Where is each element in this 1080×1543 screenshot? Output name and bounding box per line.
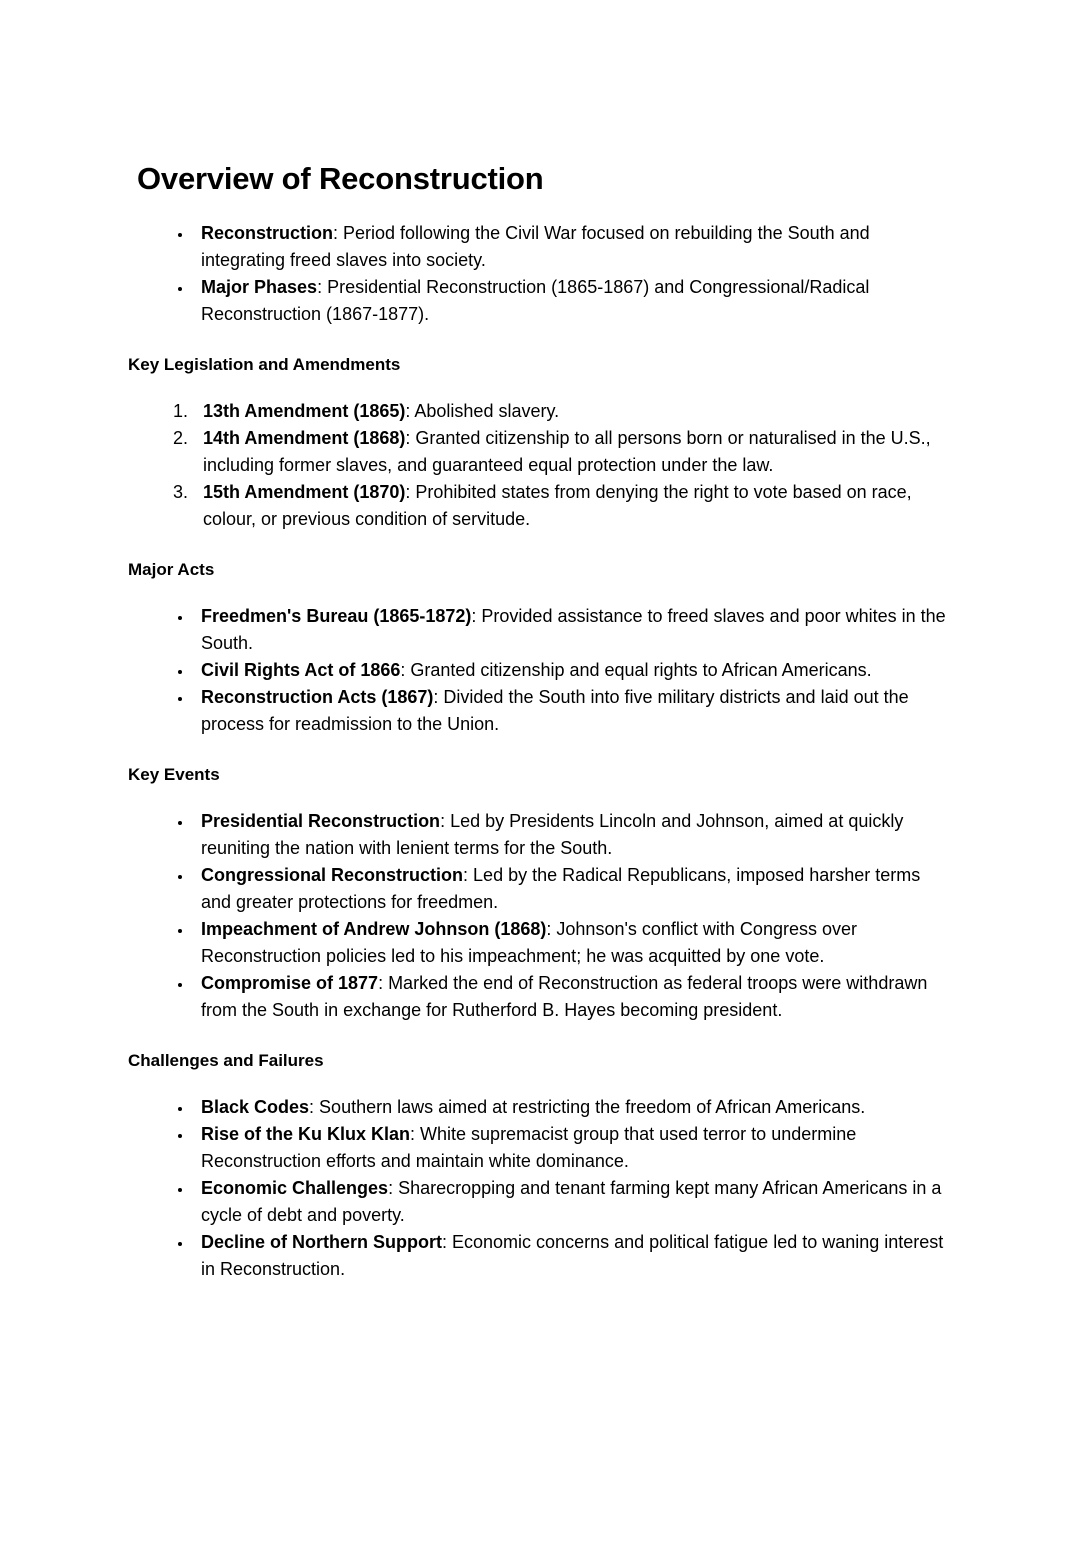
list-item-text: : Led by the Radical Republicans, imposed harsher terms and greater protections for freedmen. <box>201 865 921 912</box>
list-item <box>193 970 947 1024</box>
list-item-term: 15th Amendment (1870) <box>203 482 406 502</box>
list-item-term: Black Codes <box>201 1097 310 1117</box>
list-item <box>193 425 947 479</box>
document-section <box>128 354 947 533</box>
list-item <box>193 1121 947 1175</box>
list-item-term: 14th Amendment (1868) <box>203 428 406 448</box>
list-item-text: : Provided assistance to freed slaves and poor whites in the South. <box>201 606 946 653</box>
list-item <box>193 274 947 328</box>
list-item-text: : Johnson's conflict with Congress over Reconstruction policies led to his impeachment; he was acquitted by one vote. <box>201 919 857 966</box>
list-item <box>193 684 947 738</box>
list-item <box>193 1175 947 1229</box>
list-item <box>193 657 947 684</box>
section-heading: Challenges and Failures <box>128 1051 324 1070</box>
list-item-text: : Abolished slavery. <box>405 401 560 421</box>
list-item <box>193 479 947 533</box>
list-item-text: : Prohibited states from denying the right to vote based on race, colour, or previous condition of servitude. <box>203 482 912 529</box>
list-item <box>193 603 947 657</box>
numbered-list <box>128 398 947 533</box>
list-item-term: Civil Rights Act of 1866 <box>201 660 401 680</box>
list-item <box>193 1229 947 1283</box>
list-item <box>193 1094 947 1121</box>
list-item-term: Congressional Reconstruction <box>201 865 464 885</box>
bullet-list <box>128 603 947 738</box>
list-item-text: : White supremacist group that used terror to undermine Reconstruction efforts and maintain white dominance. <box>201 1124 857 1171</box>
section-heading: Major Acts <box>128 560 215 579</box>
document-section <box>128 1050 947 1283</box>
list-item-text: : Led by Presidents Lincoln and Johnson, aimed at quickly reuniting the nation with lenient terms for the South. <box>201 811 904 858</box>
bullet-list <box>128 808 947 1024</box>
list-item-text: : Divided the South into five military districts and laid out the process for readmission to the Union. <box>201 687 909 734</box>
list-item-term: Decline of Northern Support <box>201 1232 443 1252</box>
list-item <box>193 398 947 425</box>
document-section <box>128 559 947 738</box>
list-item <box>193 220 947 274</box>
list-item-text: : Southern laws aimed at restricting the freedom of African Americans. <box>309 1097 866 1117</box>
list-item-term: Reconstruction <box>201 223 334 243</box>
list-item <box>193 808 947 862</box>
list-item-text: : Economic concerns and political fatigue led to waning interest in Reconstruction. <box>201 1232 944 1279</box>
sections-container <box>128 354 947 1283</box>
list-item-text: : Sharecropping and tenant farming kept many African Americans in a cycle of debt and poverty. <box>201 1178 942 1225</box>
list-item-text: : Granted citizenship to all persons born or naturalised in the U.S., including former slaves, and guaranteed equal protection under the law. <box>203 428 931 475</box>
list-item-term: Economic Challenges <box>201 1178 389 1198</box>
section-heading: Key Legislation and Amendments <box>128 355 401 374</box>
list-item <box>193 862 947 916</box>
list-item-text: : Presidential Reconstruction (1865-1867) and Congressional/Radical Reconstruction (1867-1877). <box>201 277 870 324</box>
list-item-term: Impeachment of Andrew Johnson (1868) <box>201 919 547 939</box>
list-item-text: : Marked the end of Reconstruction as federal troops were withdrawn from the South in exchange for Rutherford B. Hayes becoming president. <box>201 973 928 1020</box>
intro-bullet-list <box>128 220 947 328</box>
page-title: Overview of Reconstruction <box>137 161 544 196</box>
list-item-term: 13th Amendment (1865) <box>203 401 406 421</box>
bullet-list <box>128 1094 947 1283</box>
page-trailing-space <box>128 1283 947 1543</box>
list-item-term: Compromise of 1877 <box>201 973 379 993</box>
list-item-term: Reconstruction Acts (1867) <box>201 687 434 707</box>
list-item <box>193 916 947 970</box>
list-item-term: Freedmen's Bureau (1865-1872) <box>201 606 472 626</box>
list-item-term: Rise of the Ku Klux Klan <box>201 1124 411 1144</box>
list-item-term: Presidential Reconstruction <box>201 811 441 831</box>
document-section <box>128 764 947 1024</box>
section-heading: Key Events <box>128 765 220 784</box>
list-item-text: : Granted citizenship and equal rights to African Americans. <box>400 660 872 680</box>
list-item-text: : Period following the Civil War focused on rebuilding the South and integrating freed slaves into society. <box>201 223 870 270</box>
list-item-term: Major Phases <box>201 277 318 297</box>
